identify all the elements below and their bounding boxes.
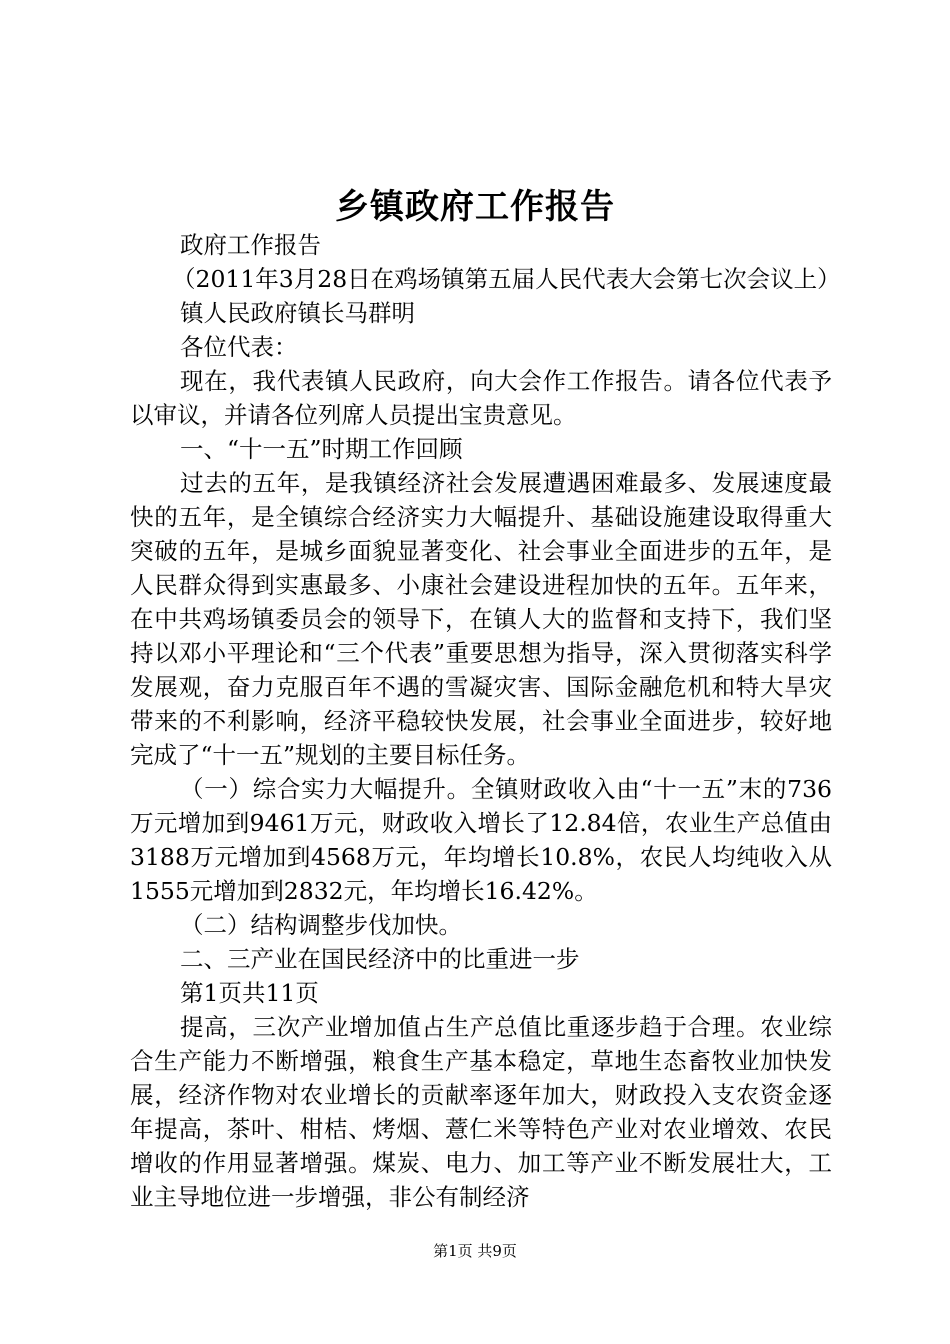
paragraph-industry: 二、三产业在国民经济中的比重进一步 — [180, 945, 580, 973]
document-title: 乡镇政府工作报告 — [335, 187, 615, 227]
section-heading-review: 一、“十一五”时期工作回顾 — [180, 435, 463, 463]
document-body — [130, 228, 841, 1214]
page-footer: 第1页 共9页 — [433, 1242, 517, 1260]
paragraph-strength: （一）综合实力大幅提升。全镇财政收入由“十一五”末的736万元增加到9461万元，财政收入增长了12.84倍，农业生产总值由3188万元增加到4568万元，年均增长10.8%，农民人均纯收入从1555元增加到2832元，年均增长16.42%。 — [130, 775, 832, 905]
paragraph-improvement: 提高，三次产业增加值占生产总值比重逐步趋于合理。农业综合生产能力不断增强，粮食生产基本稳定，草地生态畜牧业加快发展，经济作物对农业增长的贡献率逐年加大，财政投入支农资金逐年提高，茶叶、柑桔、烤烟、薏仁米等特色产业对农业增效、农民增收的作用显著增强。煤炭、电力、加工等产业不断发展壮大，工业主导地位进一步增强，非公有制经济 — [130, 1013, 832, 1211]
paragraph-intro: 现在，我代表镇人民政府，向大会作工作报告。请各位代表予以审议，并请各位列席人员提出宝贵意见。 — [130, 367, 832, 429]
paragraph-review: 过去的五年，是我镇经济社会发展遭遇困难最多、发展速度最快的五年，是全镇综合经济实力大幅提升、基础设施建设取得重大突破的五年，是城乡面貌显著变化、社会事业全面进步的五年，是人民群众得到实惠最多、小康社会建设进程加快的五年。五年来，在中共鸡场镇委员会的领导下，在镇人大的监督和支持下，我们坚持以邓小平理论和“三个代表”重要思想为指导，深入贯彻落实科学发展观，奋力克服百年不遇的雪凝灾害、国际金融危机和特大旱灾带来的不利影响，经济平稳较快发展，社会事业全面进步，较好地完成了“十一五”规划的主要目标任务。 — [130, 469, 832, 769]
inline-page-marker: 第1页共11页 — [180, 979, 319, 1007]
paragraph-salutation: 各位代表： — [180, 333, 298, 361]
paragraph-meeting-date: （2011年3月28日在鸡场镇第五届人民代表大会第七次会议上） — [172, 265, 841, 293]
paragraph-report-name: 政府工作报告 — [180, 231, 321, 259]
paragraph-speaker: 镇人民政府镇长马群明 — [180, 299, 415, 327]
paragraph-structure: （二）结构调整步伐加快。 — [180, 911, 462, 939]
